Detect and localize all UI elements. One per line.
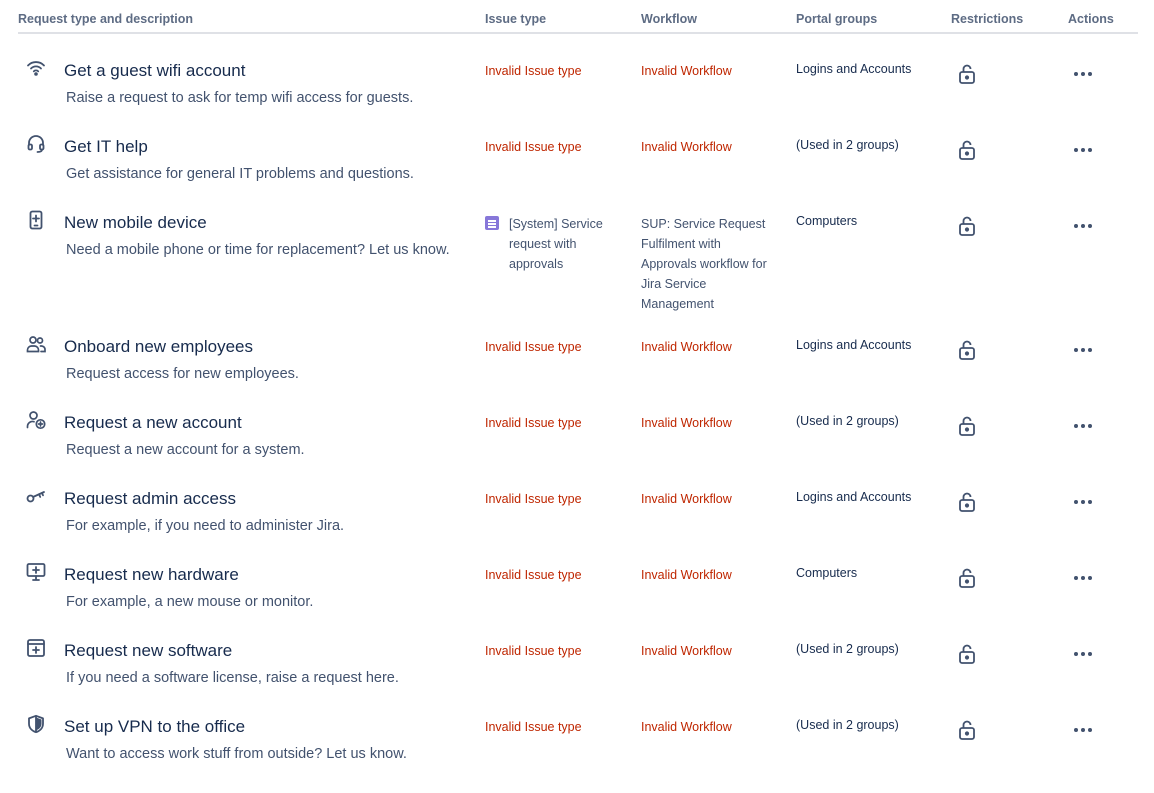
issue-type: Invalid Issue type: [485, 644, 582, 658]
more-actions-button[interactable]: [1074, 215, 1094, 235]
unlock-icon[interactable]: [957, 139, 977, 161]
portal-group: (Used in 2 groups): [796, 718, 899, 732]
table-row: [18, 186, 1138, 310]
issue-type: Invalid Issue type: [485, 340, 582, 354]
more-actions-button[interactable]: [1074, 415, 1094, 435]
request-title[interactable]: Request a new account: [64, 413, 242, 432]
portal-group: (Used in 2 groups): [796, 642, 899, 656]
shield-icon: [26, 714, 46, 734]
issue-type: Invalid Issue type: [485, 492, 582, 506]
workflow: Invalid Workflow: [641, 492, 732, 506]
header-portal-groups: Portal groups: [796, 12, 878, 26]
issue-type: Invalid Issue type: [485, 416, 582, 430]
request-title[interactable]: Request new hardware: [64, 565, 239, 584]
issue-type: Invalid Issue type: [485, 140, 582, 154]
table-row: [18, 110, 1138, 186]
table-row: [18, 386, 1138, 462]
workflow: Invalid Workflow: [641, 140, 732, 154]
unlock-icon[interactable]: [957, 339, 977, 361]
request-types-table: [18, 0, 1138, 766]
request-description: Want to access work stuff from outside? Let us know.: [66, 746, 407, 762]
portal-group: Logins and Accounts: [796, 62, 912, 76]
request-description: For example, a new mouse or monitor.: [66, 594, 314, 610]
request-title[interactable]: New mobile device: [64, 213, 207, 232]
workflow: Invalid Workflow: [641, 416, 732, 430]
table-row: [18, 462, 1138, 538]
issue-type: [485, 214, 625, 271]
more-actions-button[interactable]: [1074, 139, 1094, 159]
more-actions-button[interactable]: [1074, 491, 1094, 511]
more-actions-button[interactable]: [1074, 643, 1094, 663]
workflow: Invalid Workflow: [641, 64, 732, 78]
request-description: For example, if you need to administer Jira.: [66, 518, 345, 534]
more-actions-button[interactable]: [1074, 339, 1094, 359]
monitor-add-icon: [26, 562, 46, 582]
unlock-icon[interactable]: [957, 719, 977, 741]
table-row: [18, 310, 1138, 386]
portal-group: Computers: [796, 566, 858, 580]
request-title[interactable]: Set up VPN to the office: [64, 717, 246, 736]
workflow: SUP: Service Request Fulfilment with Approvals workflow for Jira Service Management: [641, 217, 767, 311]
header-issue-type: Issue type: [485, 12, 547, 26]
unlock-icon[interactable]: [957, 567, 977, 589]
table-row: [18, 690, 1138, 766]
service-request-icon: [485, 216, 499, 230]
request-description: Request a new account for a system.: [66, 442, 305, 458]
request-description: If you need a software license, raise a request here.: [66, 670, 399, 686]
issue-type: Invalid Issue type: [485, 64, 582, 78]
portal-group: (Used in 2 groups): [796, 414, 899, 428]
people-icon: [26, 334, 46, 354]
request-description: Need a mobile phone or time for replacement? Let us know.: [66, 242, 450, 258]
issue-type: Invalid Issue type: [485, 568, 582, 582]
portal-group: Logins and Accounts: [796, 338, 912, 352]
header-actions: Actions: [1068, 12, 1114, 26]
workflow: Invalid Workflow: [641, 568, 732, 582]
request-title[interactable]: Get a guest wifi account: [64, 61, 246, 80]
request-title[interactable]: Request admin access: [64, 489, 236, 508]
portal-group: Computers: [796, 214, 858, 228]
header-request-type: Request type and description: [18, 12, 194, 26]
workflow: Invalid Workflow: [641, 340, 732, 354]
issue-type-label: [System] Service request with approvals: [509, 217, 603, 271]
workflow: Invalid Workflow: [641, 644, 732, 658]
unlock-icon[interactable]: [957, 643, 977, 665]
key-icon: [26, 486, 46, 506]
request-description: Get assistance for general IT problems and questions.: [66, 166, 414, 182]
more-actions-button[interactable]: [1074, 719, 1094, 739]
table-row: [18, 614, 1138, 690]
request-title[interactable]: Onboard new employees: [64, 337, 254, 356]
header-restrictions: Restrictions: [951, 12, 1024, 26]
unlock-icon[interactable]: [957, 415, 977, 437]
request-title[interactable]: Request new software: [64, 641, 233, 660]
unlock-icon[interactable]: [957, 63, 977, 85]
portal-group: (Used in 2 groups): [796, 138, 899, 152]
mobile-device-icon: [26, 210, 46, 230]
request-title[interactable]: Get IT help: [64, 137, 148, 156]
issue-type: Invalid Issue type: [485, 720, 582, 734]
request-description: Request access for new employees.: [66, 366, 299, 382]
app-add-icon: [26, 638, 46, 658]
table-row: [18, 538, 1138, 614]
unlock-icon[interactable]: [957, 491, 977, 513]
more-actions-button[interactable]: [1074, 567, 1094, 587]
request-description: Raise a request to ask for temp wifi access for guests.: [66, 90, 414, 106]
portal-group: Logins and Accounts: [796, 490, 912, 504]
headset-icon: [26, 134, 46, 154]
unlock-icon[interactable]: [957, 215, 977, 237]
header-workflow: Workflow: [641, 12, 698, 26]
table-header: [18, 0, 1138, 34]
wifi-icon: [26, 58, 46, 78]
table-row: [18, 34, 1138, 110]
workflow: Invalid Workflow: [641, 720, 732, 734]
person-add-icon: [26, 410, 46, 430]
more-actions-button[interactable]: [1074, 63, 1094, 83]
